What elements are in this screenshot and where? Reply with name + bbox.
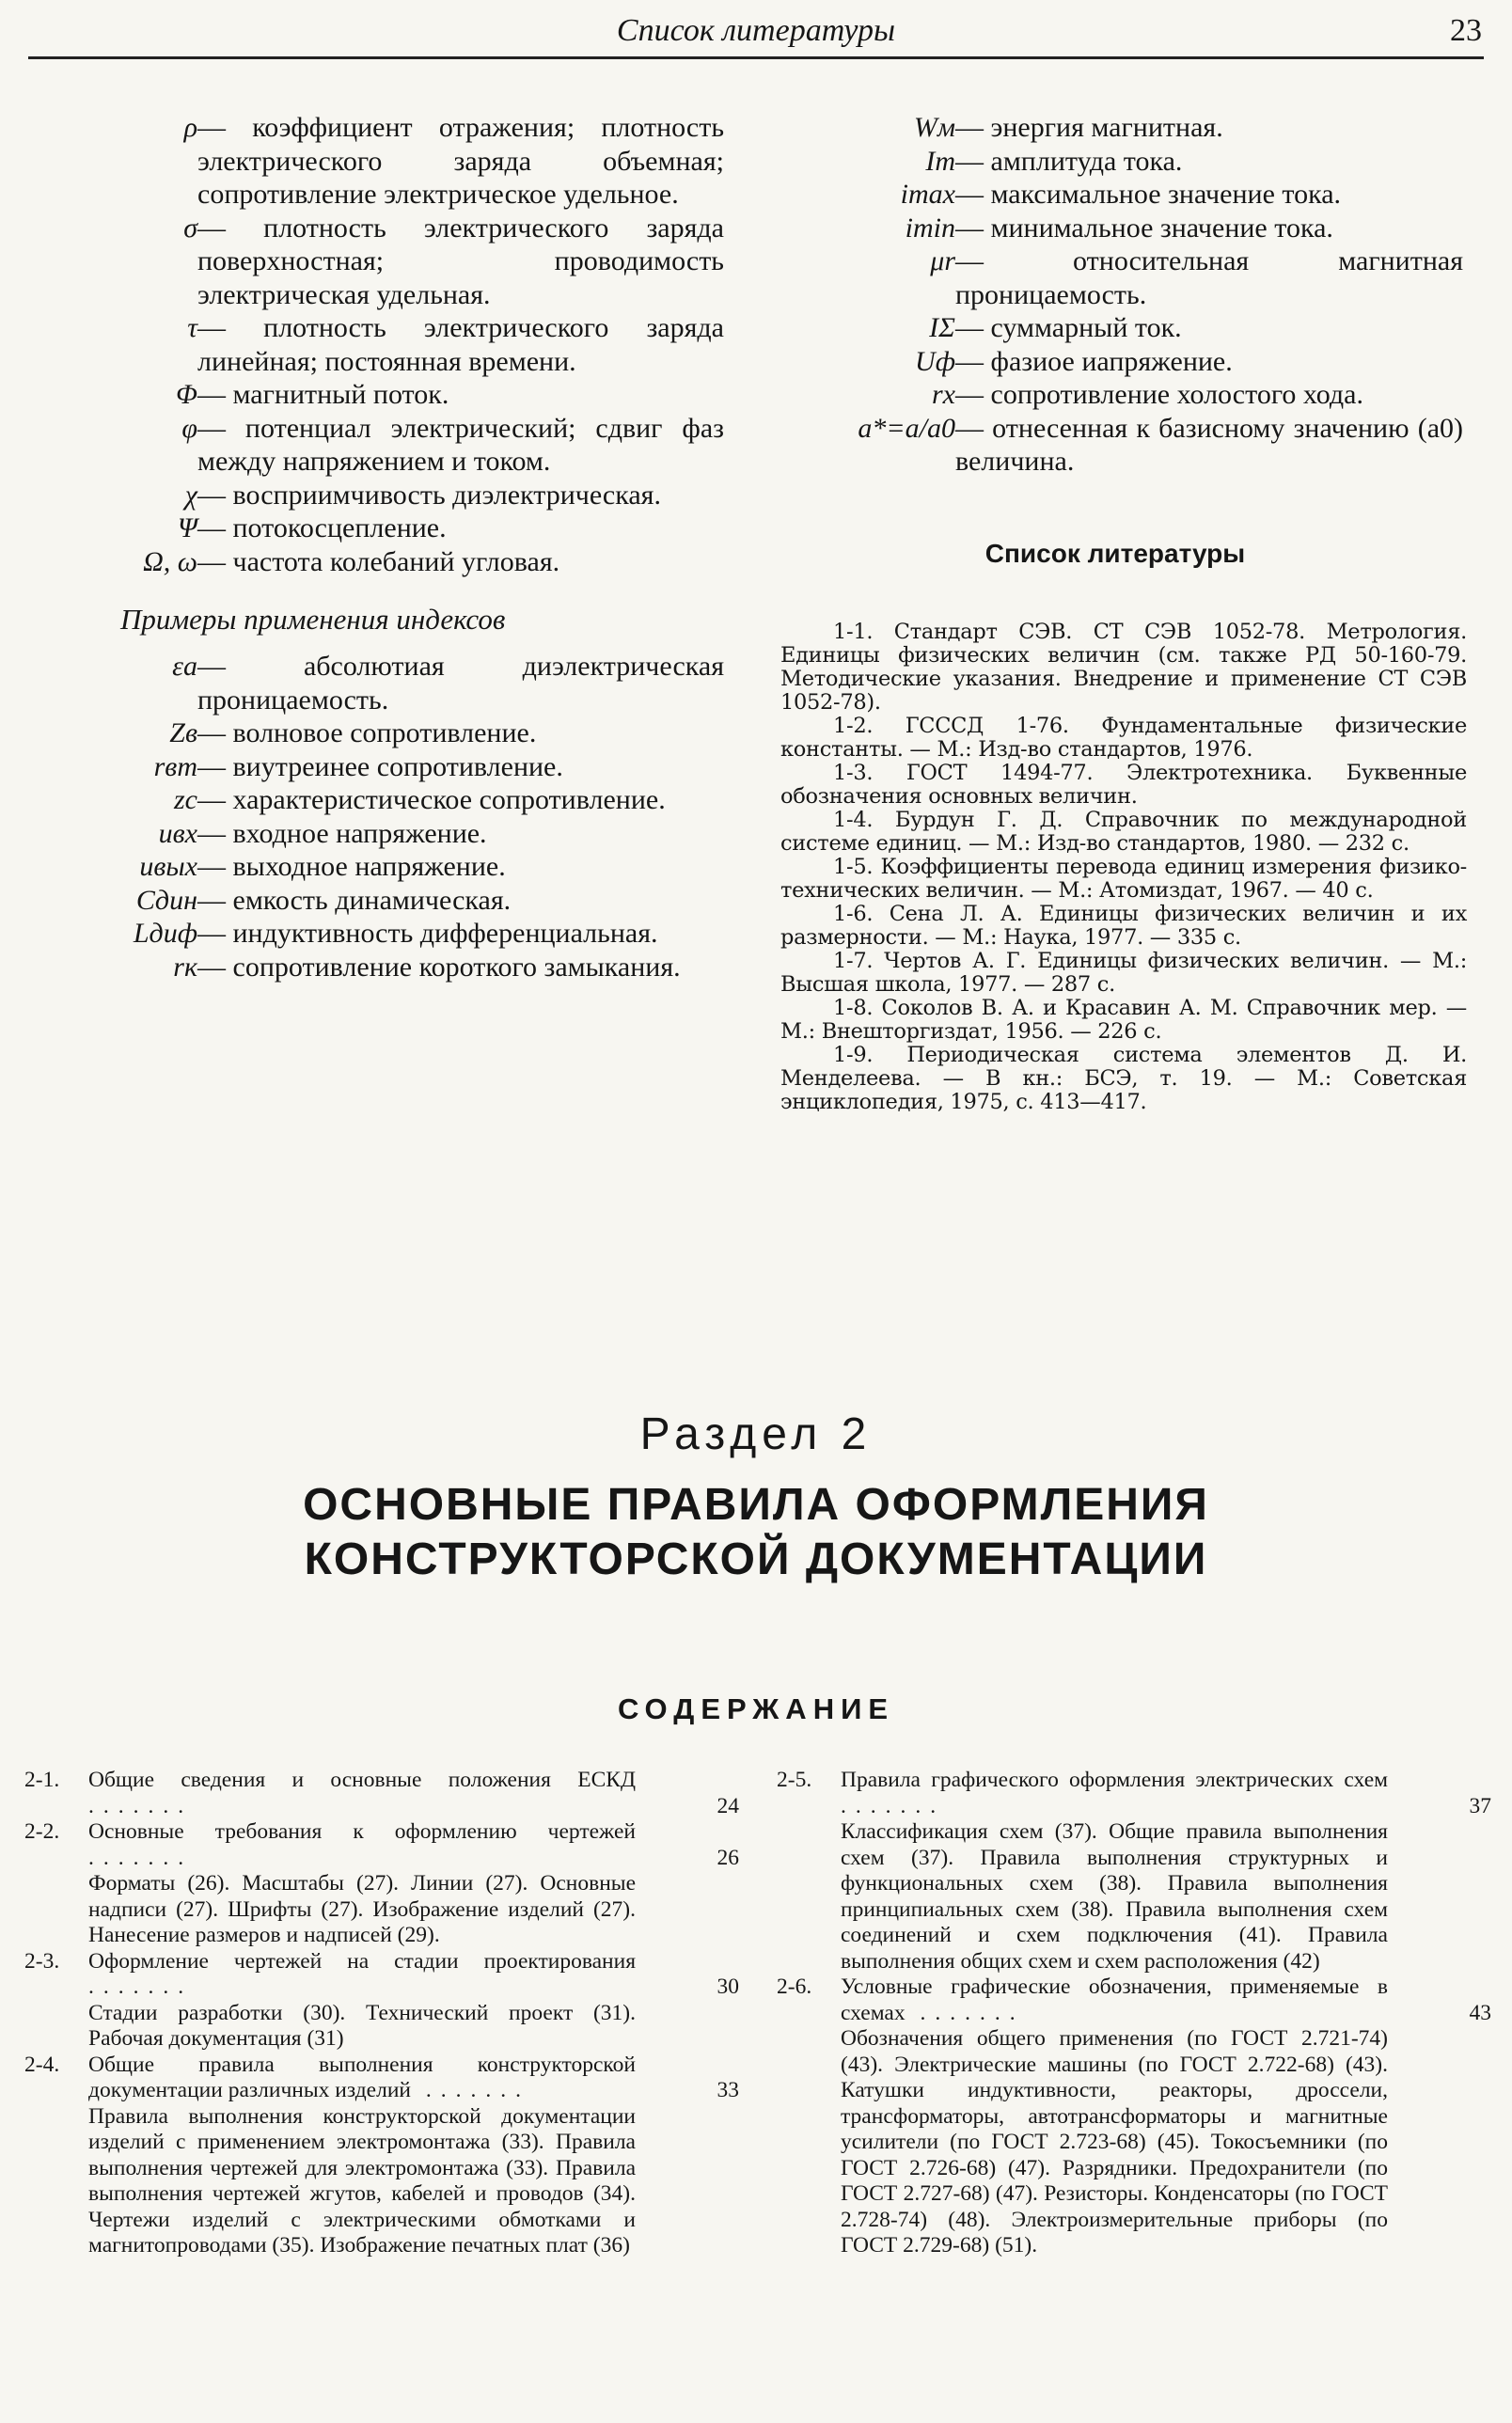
glossary-symbol: εa <box>172 651 197 682</box>
toc-leader-dots: ....... <box>410 2078 530 2102</box>
glossary-symbol: uвых <box>139 851 197 882</box>
glossary-definition: — максимальное значение тока. <box>955 178 1463 212</box>
toc-entry-body <box>88 1819 636 1949</box>
glossary-entry <box>56 917 724 951</box>
toc-title <box>841 1975 1388 2026</box>
toc-leader-dots: ....... <box>88 1793 194 1818</box>
glossary-entry <box>56 850 724 884</box>
literature-item: 1-6. Сена Л. А. Единицы физических величин и их размерности. — М.: Наука, 1977. — 335 с. <box>780 902 1467 950</box>
glossary-definition: — плотность электрического заряда линейная; постоянная времени. <box>197 311 724 378</box>
toc-entry-body <box>841 1975 1388 2259</box>
toc-detail: Форматы (26). Масштабы (27). Линии (27). Основные надписи (27). Шрифты (27). Изображение изделий (27). Нанесение размеров и надписей (29). <box>88 1871 636 1947</box>
literature-item: 1-1. Стандарт СЭВ. СТ СЭВ 1052-78. Метрология. Единицы физических величин (см. также РД 50-160-79. Методические указания. Внедрение и применение СТ СЭВ 1052-78). <box>780 620 1467 715</box>
glossary-symbol: Im <box>925 145 955 177</box>
section-title-line: КОНСТРУКТОРСКОЙ ДОКУМЕНТАЦИИ <box>304 1534 1208 1584</box>
glossary-symbol: IΣ <box>929 312 955 343</box>
toc-leader-dots: ....... <box>88 1975 194 1999</box>
glossary-entry <box>56 750 724 784</box>
glossary-symbol: τ <box>187 312 197 343</box>
page-number: 23 <box>1450 13 1482 48</box>
toc-entry <box>777 1975 1491 2259</box>
glossary-symbol: Wм <box>913 112 955 143</box>
glossary-symbol: Ω, ω <box>143 545 197 577</box>
glossary-entry <box>56 783 724 817</box>
running-header <box>28 9 1484 59</box>
glossary-definition: — входное напряжение. <box>197 817 724 851</box>
toc-entry <box>24 2053 739 2259</box>
glossary-symbol: Lдиф <box>133 918 197 949</box>
glossary-symbol: φ <box>181 412 197 444</box>
glossary-definition: — плотность электрического заряда поверхностная; проводимость электрическая удельная. <box>197 212 724 312</box>
glossary-symbol: Cдин <box>135 884 197 916</box>
glossary-definition: — суммарный ток. <box>955 311 1463 345</box>
literature-item: 1-9. Периодическая система элементов Д. И. Менделеева. — В кн.: БСЭ, т. 19. — М.: Советская энциклопедия, 1975, с. 413—417. <box>780 1043 1467 1114</box>
section-title <box>0 1478 1512 1587</box>
toc-number: 2-4. <box>24 2052 60 2077</box>
glossary-entry <box>56 951 724 984</box>
running-title: Список литературы <box>616 13 896 48</box>
glossary-definition: — абсолютиая диэлектрическая проницаемость. <box>197 650 724 716</box>
toc-entry <box>24 1949 739 2053</box>
toc-title <box>841 1768 1388 1819</box>
glossary-entry <box>767 311 1463 345</box>
glossary-definition: — фазиое иапряжение. <box>955 345 1463 379</box>
glossary-entry <box>56 545 724 579</box>
glossary-symbol: ρ <box>183 112 197 143</box>
section-label: Раздел 2 <box>639 1409 873 1459</box>
glossary-entry <box>56 479 724 512</box>
table-of-contents-left <box>24 1768 739 2259</box>
symbol-glossary-left <box>56 111 724 983</box>
literature-item: 1-4. Бурдун Г. Д. Справочник по международной системе единиц. — М.: Изд-во стандартов, 1980. — 232 с. <box>780 808 1467 856</box>
glossary-entry <box>56 378 724 412</box>
toc-title-text: Общие сведения и основные положения ЕСКД <box>88 1768 636 1792</box>
glossary-entry <box>56 412 724 479</box>
glossary-main-list <box>56 111 724 578</box>
toc-number: 2-1. <box>24 1768 60 1792</box>
glossary-symbol: Φ <box>176 379 197 410</box>
toc-page-number: 37 <box>1469 1793 1491 1818</box>
toc-page-number: 43 <box>1469 2000 1491 2025</box>
glossary-definition: — относительная магнитная проницаемость. <box>955 244 1463 311</box>
contents-heading: СОДЕРЖАНИЕ <box>617 1692 895 1725</box>
glossary-definition: — восприимчивость диэлектрическая. <box>197 479 724 512</box>
toc-title-text: Правила графического оформления электрических схем <box>841 1768 1388 1792</box>
glossary-entry <box>56 650 724 716</box>
glossary-definition: — волновое сопротивление. <box>197 716 724 750</box>
toc-title-text: Общие правила выполнения конструкторской документации различных изделий <box>88 2052 636 2102</box>
toc-leader-dots: ....... <box>905 2000 1025 2025</box>
toc-entry-body <box>88 1949 636 2053</box>
glossary-entry <box>56 212 724 312</box>
toc-leader-dots: ....... <box>88 1845 194 1870</box>
glossary-definition: — потокосцепление. <box>197 511 724 545</box>
glossary-entry <box>767 145 1463 179</box>
literature-item: 1-3. ГОСТ 1494-77. Электротехника. Буквенные обозначения основных величин. <box>780 761 1467 809</box>
toc-number: 2-5. <box>777 1768 812 1792</box>
glossary-entry <box>767 378 1463 412</box>
glossary-definition: — выходное напряжение. <box>197 850 724 884</box>
toc-title <box>88 2053 636 2104</box>
glossary-symbol: μr <box>930 245 955 276</box>
index-examples-list <box>56 650 724 983</box>
toc-detail: Стадии разработки (30). Технический проект (31). Рабочая документация (31) <box>88 2000 636 2051</box>
glossary-symbol: a*=a/a0 <box>858 412 955 444</box>
table-of-contents-right <box>777 1768 1491 2259</box>
toc-page-number: 30 <box>717 1975 739 1999</box>
toc-detail: Правила выполнения конструкторской документации изделий с применением электромонтажа (33). Правила выполнения чертежей для электромонтажа (33). Правила выполнения чертежей жгутов, кабелей и проводов (34). Чертежи изделий с электрическими обмотками и магнитопроводами (35). Изображение печатных плат (36) <box>88 2103 636 2258</box>
toc-entry <box>24 1768 739 1819</box>
toc-number: 2-6. <box>777 1975 812 1999</box>
glossary-definition: — коэффициент отражения; плотность электрического заряда объемная; сопротивление электрическое удельное. <box>197 111 724 212</box>
glossary-entry <box>767 244 1463 311</box>
literature-item: 1-7. Чертов А. Г. Единицы физических величин. — М.: Высшая школа, 1977. — 287 с. <box>780 949 1467 997</box>
glossary-symbol: rвт <box>153 750 197 782</box>
glossary-symbol: Uф <box>915 345 955 377</box>
glossary-entry <box>56 511 724 545</box>
literature-item: 1-5. Коэффициенты перевода единиц измерения физико-технических величин. — М.: Атомиздат, 1967. — 40 с. <box>780 855 1467 903</box>
glossary-symbol: zc <box>174 784 197 815</box>
glossary-definition: — отнесенная к базисному значению (a0) величина. <box>955 412 1463 479</box>
glossary-definition: — индуктивность дифференциальная. <box>197 917 724 951</box>
toc-title-text: Оформление чертежей на стадии проектирования <box>88 1948 636 1974</box>
glossary-definition: — энергия магнитная. <box>955 111 1463 145</box>
glossary-definition: — сопротивление холостого хода. <box>955 378 1463 412</box>
glossary-entry <box>767 412 1463 479</box>
toc-detail: Классификация схем (37). Общие правила выполнения схем (37). Правила выполнения структурных и функциональных схем (38). Правила выполнения принципиальных схем (38). Правила выполнения схем соединений и схем подключения (41). Правила выполнения общих схем и схем расположения (42) <box>841 1819 1388 1974</box>
toc-entry <box>777 1768 1491 1975</box>
glossary-symbol: Zв <box>169 717 197 748</box>
glossary-definition: — потенциал электрический; сдвиг фаз между напряжением и током. <box>197 412 724 479</box>
toc-page-number: 24 <box>717 1793 739 1818</box>
literature-list <box>780 621 1467 1114</box>
glossary-symbol: χ <box>184 479 197 511</box>
literature-item: 1-2. ГССCД 1-76. Фундаментальные физические константы. — М.: Изд-во стандартов, 1976. <box>780 714 1467 762</box>
toc-entry <box>24 1819 739 1949</box>
glossary-entry <box>767 345 1463 379</box>
toc-detail: Обозначения общего применения (по ГОСТ 2.721-74) (43). Электрические машины (по ГОСТ 2.722-68) (43). Катушки индуктивности, реакторы, дроссели, трансформаторы, автотрансформаторы и магнитные усилители (по ГОСТ 2.723-68) (45). Токосъемники (по ГОСТ 2.726-68) (47). Разрядники. Предохранители (по ГОСТ 2.727-68) (47). Резисторы. Конденсаторы (по ГОСТ 2.728-74) (48). Электроизмерительные приборы (по ГОСТ 2.729-68) (51). <box>841 2026 1388 2258</box>
toc-title <box>88 1768 636 1819</box>
glossary-definition: — минимальное значение тока. <box>955 212 1463 245</box>
glossary-entry <box>56 817 724 851</box>
toc-leader-dots: ....... <box>841 1793 946 1818</box>
glossary-definition: — магнитный поток. <box>197 378 724 412</box>
glossary-right-list <box>767 111 1463 479</box>
glossary-entry <box>56 716 724 750</box>
glossary-definition: — амплитуда тока. <box>955 145 1463 179</box>
glossary-definition: — характеристическое сопротивление. <box>197 783 724 817</box>
glossary-symbol: σ <box>183 212 197 244</box>
glossary-symbol: uвх <box>158 817 197 849</box>
toc-page-number: 26 <box>717 1845 739 1870</box>
glossary-entry <box>56 311 724 378</box>
section-title-line: ОСНОВНЫЕ ПРАВИЛА ОФОРМЛЕНИЯ <box>303 1480 1209 1530</box>
literature-item: 1-8. Соколов В. А. и Красавин А. М. Справочник мер. — М.: Внешторгиздат, 1956. — 226 с. <box>780 996 1467 1044</box>
toc-title <box>88 1819 636 1871</box>
toc-entry-body <box>841 1768 1388 1975</box>
toc-entry-body <box>88 1768 636 1819</box>
glossary-entry <box>767 111 1463 145</box>
glossary-symbol: Ψ <box>177 512 197 543</box>
literature-heading: Список литературы <box>984 539 1246 568</box>
glossary-symbol: rx <box>932 379 955 410</box>
glossary-entry <box>767 212 1463 245</box>
glossary-symbol: imin <box>905 212 955 244</box>
symbol-glossary-right <box>767 111 1463 479</box>
toc-number: 2-2. <box>24 1819 60 1844</box>
toc-number: 2-3. <box>24 1948 60 1974</box>
index-examples-heading: Примеры применения индексов <box>120 603 506 636</box>
toc-page-number: 33 <box>717 2078 739 2102</box>
toc-title-text: Основные требования к оформлению чертежей <box>88 1819 636 1844</box>
glossary-definition: — емкость динамическая. <box>197 884 724 918</box>
glossary-symbol: rк <box>173 951 197 983</box>
glossary-symbol: imax <box>900 179 955 210</box>
glossary-definition: — виутреинее сопротивление. <box>197 750 724 784</box>
glossary-definition: — сопротивление короткого замыкания. <box>197 951 724 984</box>
glossary-entry <box>56 111 724 212</box>
glossary-entry <box>767 178 1463 212</box>
glossary-definition: — частота колебаний угловая. <box>197 545 724 579</box>
toc-title-text: Условные графические обозначения, применяемые в схемах <box>841 1975 1388 2025</box>
toc-entry-body <box>88 2053 636 2259</box>
glossary-entry <box>56 884 724 918</box>
toc-title <box>88 1949 636 2001</box>
